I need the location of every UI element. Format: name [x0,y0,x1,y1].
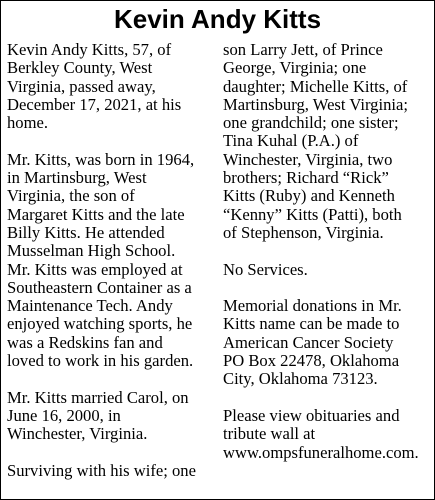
paragraph-memorial-donations: Memorial donations in Mr. Kitts name can be made to American Cancer Society PO Box 22478, Oklahoma City, Oklahoma 73123. [223,296,402,389]
paragraph-biography: Mr. Kitts, was born in 1964, in Martinsburg, West Virginia, the son of Margaret Kitts and the late Billy Kitts. He attended Musselman High School. Mr. Kitts was employed at Southeastern Container as a Maintenance Tech. Andy enjoyed watching sports, he was a Redskins fan and loved to work in his garden. [7,149,195,371]
right-column [223,41,435,480]
paragraph-marriage: Mr. Kitts married Carol, on June 16, 2000, in Winchester, Virginia. [7,387,189,444]
paragraph-survivors-start: Surviving with his wife; one [7,460,196,480]
paragraph-tribute-wall: Please view obituaries and tribute wall at www.ompsfuneralhome.com. [223,405,419,462]
paragraph-services: No Services. [223,259,308,279]
left-column [7,41,219,498]
obituary-title: Kevin Andy Kitts [113,4,322,34]
paragraph-survivors: son Larry Jett, of Prince George, Virginia; one daughter; Michelle Kitts, of Martinsburg, West Virginia; one grandchild; one sister; Tina Kuhal (P.A.) of Winchester, Virginia, two brothers; Richard “Rick” Kitts (Ruby) and Kenneth “Kenny” Kitts (Patti), both of Stephenson, Virginia. [223,40,408,242]
paragraph-death-notice: Kevin Andy Kitts, 57, of Berkley County, West Virginia, passed away, December 17, 2021, at his home. [7,40,182,133]
